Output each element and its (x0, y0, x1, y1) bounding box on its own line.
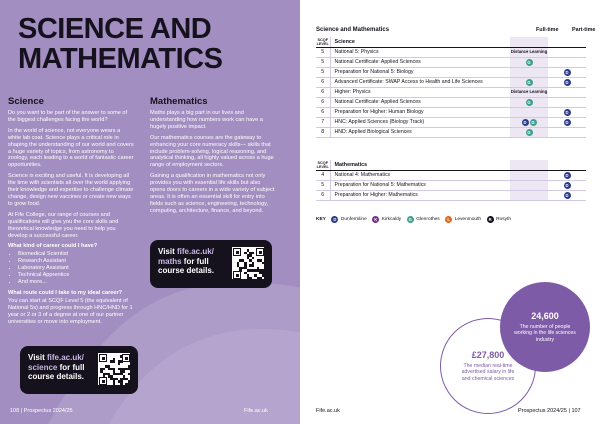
parttime-cell (548, 107, 586, 117)
stat-workers-text: The number of people working in the life sciences industry (514, 323, 576, 343)
campus-badge: L (445, 216, 452, 223)
table-row (316, 87, 586, 97)
campus-badge: D (565, 119, 569, 125)
course-name: Preparation for Higher: Mathematics (330, 190, 510, 200)
visit-maths-box[interactable] (150, 240, 272, 288)
course-table (316, 37, 586, 138)
fulltime-cell (510, 170, 548, 180)
campus-badge: G (527, 99, 531, 105)
publication-name: Prospectus 2024/25 (23, 408, 73, 414)
course-name: HND: Applied Biological Sciences (330, 127, 510, 137)
science-link[interactable]: fife.ac.uk/ science (28, 353, 84, 372)
campus-badge: D (565, 79, 569, 85)
table-row (316, 127, 586, 137)
scqf-level: 5 (316, 47, 330, 57)
scqf-level: 5 (316, 180, 330, 190)
scqf-level: 6 (316, 107, 330, 117)
key-item-label: Dunfermline (340, 217, 367, 222)
section-name: Mathematics (330, 160, 510, 170)
maths-paragraph: Gaining a qualification in mathematics not only provides you with essential life skills but also opens doors to careers in a wide variety of subject areas. It is often an essential skill for entry into fields such as science, engineering, technology, computing, architecture, finance, and beyond. (150, 173, 275, 214)
route-heading: What route could I take to my ideal career? (8, 289, 123, 296)
parttime-cell (548, 47, 586, 57)
parttime-cell (548, 67, 586, 77)
key-item (486, 216, 511, 223)
fulltime-cell (510, 67, 548, 77)
campus-badge: D (565, 109, 569, 115)
parttime-cell (548, 117, 586, 127)
section-header (316, 37, 586, 47)
parttime-cell (548, 87, 586, 97)
campus-badge: G (531, 119, 535, 125)
col-fulltime: Full-time (536, 27, 559, 33)
list-item: • Biomedical Scientist (18, 251, 134, 258)
key-item-label: Levenmouth (454, 217, 482, 222)
campus-badge: R (488, 217, 492, 222)
campus-badge: G (527, 59, 531, 65)
table-row (316, 77, 586, 87)
parttime-cell (548, 57, 586, 67)
qr-code-icon (232, 247, 264, 279)
campus-badge: D (565, 192, 569, 198)
fulltime-cell (510, 47, 548, 57)
fulltime-cell (510, 190, 548, 200)
table-row (316, 117, 586, 127)
parttime-cell (548, 77, 586, 87)
stat-workers-value: 24,600 (531, 310, 559, 321)
fulltime-cell (510, 77, 548, 87)
fulltime-cell (510, 97, 548, 107)
course-name: National Certificate: Applied Sciences (330, 57, 510, 67)
campus-badge: D (333, 217, 337, 222)
key-item (372, 216, 401, 223)
page-title (18, 14, 222, 74)
scqf-level: 8 (316, 127, 330, 137)
list-item: • And more... (18, 279, 134, 286)
key-item (406, 216, 439, 223)
course-name: HNC: Applied Sciences (Biology Track) (330, 117, 510, 127)
course-name: Higher: Physics (330, 87, 510, 97)
stat-workers-circle (500, 282, 590, 372)
page-number: 107 (571, 408, 581, 414)
list-item: • Research Assistant (18, 258, 134, 265)
course-name: Preparation for National 5: Mathematics (330, 180, 510, 190)
right-footer-url: Fife.ac.uk (316, 408, 340, 414)
col-parttime: Part-time (572, 27, 596, 33)
fulltime-cell (510, 180, 548, 190)
scqf-level: 5 (316, 57, 330, 67)
maths-paragraph: Our mathematics courses are the gateway to enhancing your core numeracy skills— skills that include problem-solving, logical reasoning, and analytical thinking, all highly valued across a huge range of employment sectors. (150, 134, 274, 169)
campus-badge: D (565, 172, 569, 178)
right-footer: Prospectus 2024/25 | 107 (518, 408, 581, 414)
course-name: National 5: Physics (330, 47, 510, 57)
campus-badge: G (408, 217, 412, 222)
visit-maths-text: Visit fife.ac.uk/ maths for full course details. (158, 247, 215, 275)
key-label: KEY (316, 217, 326, 222)
qr-code-icon (98, 353, 130, 385)
key-item-label: Kirkcaldy (381, 217, 402, 222)
table-row (316, 57, 586, 67)
left-footer: 108 | Prospectus 2024/25 (10, 408, 73, 414)
course-name: Preparation for National 5: Biology (330, 67, 510, 77)
section-header (316, 160, 586, 170)
key-item (331, 216, 367, 223)
key-items (326, 216, 511, 223)
section-name: Science (330, 37, 510, 47)
stat-salary-value: £27,800 (471, 349, 505, 360)
distance-learning-label: Distance Learning (510, 48, 548, 54)
distance-learning-label: Distance Learning (510, 88, 548, 94)
course-table (316, 160, 586, 201)
publication-name: Prospectus 2024/25 (518, 408, 567, 414)
list-item: • Laboratory Assistant (18, 265, 134, 272)
scqf-level: 6 (316, 77, 330, 87)
careers-list (18, 251, 134, 286)
maths-paragraph: Maths plays a big part in our lives and understanding how numbers work can have a hugely positive impact. (150, 110, 263, 130)
scqf-level: 7 (316, 117, 330, 127)
maths-link[interactable]: fife.ac.uk/ maths (158, 247, 214, 266)
table-row (316, 180, 586, 190)
science-column (8, 96, 134, 330)
fulltime-cell (510, 127, 548, 137)
table-row (316, 170, 586, 180)
page-number: 108 (10, 408, 20, 414)
maths-column (150, 96, 276, 219)
title-line-1: SCIENCE AND (18, 13, 212, 45)
table-row (316, 97, 586, 107)
maths-heading: Mathematics (150, 96, 208, 107)
key-item-label: Glenrothes (416, 217, 440, 222)
campus-key (316, 216, 511, 223)
table-row (316, 47, 586, 57)
course-name: National Certificate: Applied Sciences (330, 97, 510, 107)
fulltime-cell (510, 57, 548, 67)
course-name: Advanced Certificate: SWAP Access to Health and Life Sciences (330, 77, 510, 87)
scqf-level: 6 (316, 87, 330, 97)
course-name: Preparation for Higher: Human Biology (330, 107, 510, 117)
campus-badge: G (527, 129, 531, 135)
key-item (445, 216, 481, 223)
fulltime-cell (510, 87, 548, 97)
right-page (300, 0, 600, 424)
careers-heading: What kind of career could I have? (8, 243, 98, 250)
parttime-cell (548, 127, 586, 137)
fulltime-cell (510, 117, 548, 127)
stat-salary-text: The median real-time advertised salary in life and chemical sciences (461, 362, 515, 382)
visit-science-text: Visit fife.ac.uk/ science for full course details. (28, 353, 85, 381)
table-row (316, 107, 586, 117)
title-line-2: MATHEMATICS (18, 43, 223, 75)
campus-badge: D (565, 182, 569, 188)
science-paragraph: At Fife College, our range of courses and qualifications will give you the core skills and theoretical knowledge you need to help you develop a successful career. (8, 211, 119, 239)
parttime-cell (548, 170, 586, 180)
campus-badge: K (374, 217, 378, 222)
scqf-label: SCQF LEVEL (316, 160, 329, 169)
table-row (316, 67, 586, 77)
visit-science-box[interactable] (20, 346, 138, 394)
table-row (316, 190, 586, 200)
science-paragraph: In the world of science, not everyone wears a white lab coat. Science plays a critical role in shaping the understanding of our world and covers a huge variety of topics, from astronomy to zoology, each leading to a world of fantastic career opportunities. (8, 127, 134, 169)
scqf-level: 6 (316, 97, 330, 107)
parttime-cell (548, 180, 586, 190)
scqf-label: SCQF LEVEL (316, 37, 329, 46)
course-name: National 4: Mathematics (330, 170, 510, 180)
fulltime-cell (510, 107, 548, 117)
left-footer-url: Fife.ac.uk (244, 408, 268, 414)
scqf-level: 6 (316, 190, 330, 200)
campus-badge: D (523, 119, 527, 125)
route-text: You can start at SCQF Level 5 (the equivalent of National 5s) and progress through HNC/HND for 1 year or 2 or 3 of a degree at one of our partner universities or move into employment. (8, 297, 133, 325)
science-paragraph: Science is exciting and useful. It is developing all the time with scientists all over the world applying their knowledge and expertise to challenge climate change, design new vaccines or create new ways to grow food. (8, 173, 134, 207)
scqf-level: 4 (316, 170, 330, 180)
science-heading: Science (8, 96, 44, 107)
list-item: • Technical Apprentice (18, 272, 134, 279)
scqf-level: 5 (316, 67, 330, 77)
table-title: Science and Mathematics (316, 27, 390, 33)
parttime-cell (548, 97, 586, 107)
campus-badge: D (565, 69, 569, 75)
science-paragraph: Do you want to be part of the answer to some of the biggest challenges facing the world? (8, 110, 128, 123)
campus-badge: G (527, 79, 531, 85)
parttime-cell (548, 190, 586, 200)
key-item-label: Rosyth (496, 217, 512, 222)
